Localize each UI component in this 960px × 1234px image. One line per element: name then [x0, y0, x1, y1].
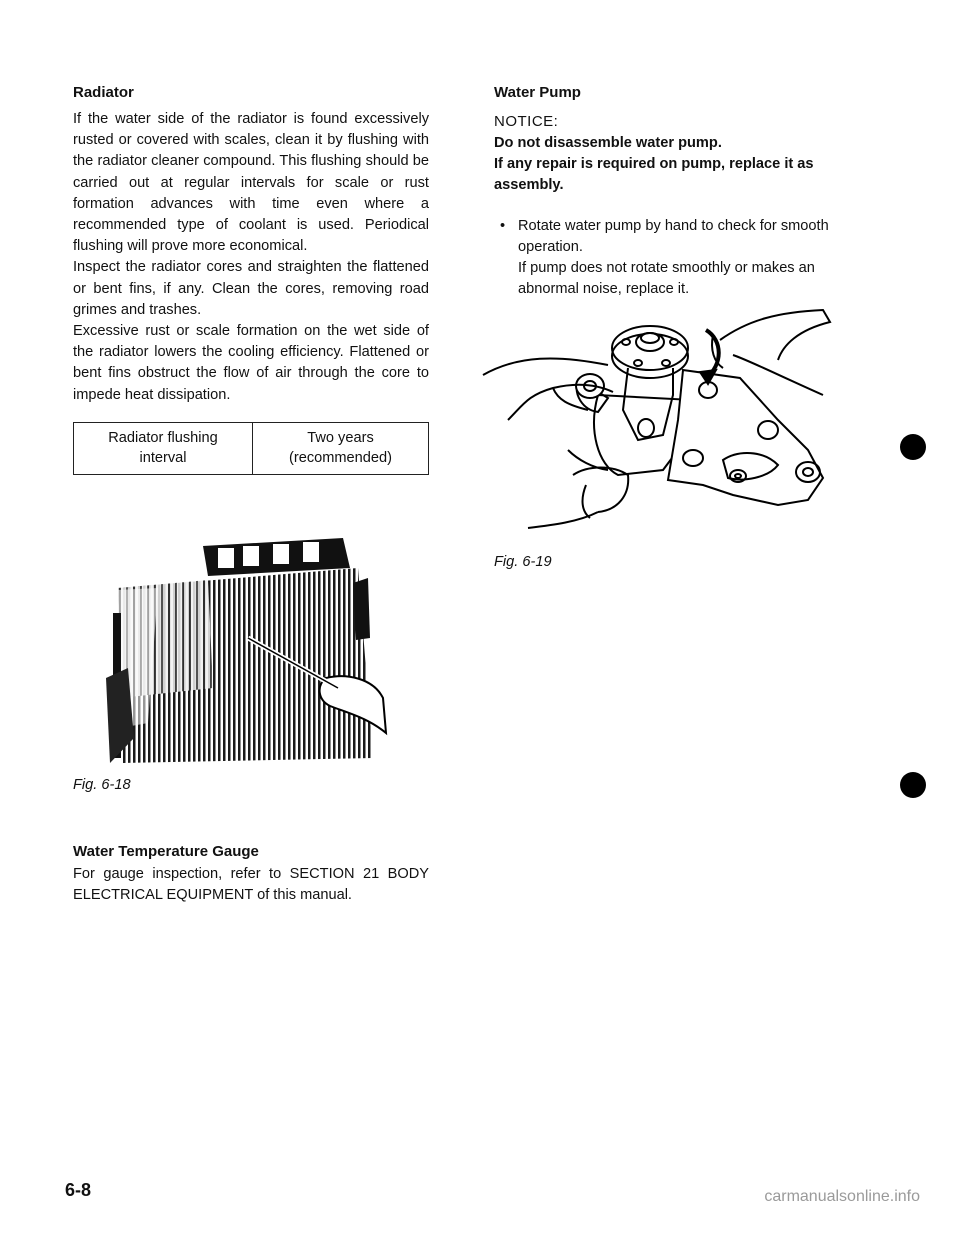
water-pump-heading: Water Pump	[494, 84, 581, 101]
radiator-photo-image	[98, 528, 388, 768]
radiator-paragraph-2: Inspect the radiator cores and straighten the flattened or bent fins, if any. Clean the cores, removing road grimes and trashes.	[73, 259, 429, 318]
flushing-interval-table	[73, 422, 429, 475]
table-value-line2: (recommended)	[288, 449, 392, 466]
water-pump-figure	[478, 300, 853, 540]
page-number: 6-8	[65, 1180, 92, 1200]
gauge-text: For gauge inspection, refer to SECTION 21 BODY ELECTRICAL EQUIPMENT of this manual.	[73, 866, 429, 904]
bullet-line-2: If pump does not rotate smoothly or makes an abnormal noise, replace it.	[518, 260, 815, 297]
fig-6-18-caption: Fig. 6-18	[73, 777, 131, 793]
binder-hole-mark	[900, 434, 926, 460]
water-pump-drawing	[478, 300, 853, 540]
table-row	[74, 422, 429, 474]
gauge-heading: Water Temperature Gauge	[73, 843, 259, 860]
radiator-heading: Radiator	[73, 84, 134, 101]
left-column	[73, 84, 429, 475]
radiator-figure	[98, 528, 388, 768]
binder-hole-mark	[900, 772, 926, 798]
footer-watermark[interactable]: carmanualsonline.info	[764, 1188, 920, 1205]
fig-6-19-caption: Fig. 6-19	[494, 554, 552, 570]
radiator-paragraph-3: Excessive rust or scale formation on the wet side of the radiator lowers the cooling efficiency. Flattened or bent fins obstruct the flow of air through the core to impede heat dissipation.	[73, 323, 429, 403]
notice-line-1: Do not disassemble water pump.	[494, 135, 722, 151]
bullet-icon: •	[500, 218, 506, 234]
table-label-line1: Radiator flushing	[108, 429, 218, 446]
gauge-section	[73, 843, 429, 906]
table-label-cell	[74, 422, 253, 474]
bullet-line-1: Rotate water pump by hand to check for smooth operation.	[518, 218, 829, 255]
right-column	[494, 84, 848, 300]
notice-label: NOTICE:	[494, 113, 559, 130]
radiator-paragraph-1: If the water side of the radiator is found excessively rusted or covered with scales, clean it by flushing with the radiator cleaner compound. This flushing should be carried out at regular intervals for scale or rust formation advances with time even where a recommended type of coolant is used. Periodical flushing will prove more economical.	[73, 111, 429, 255]
rotate-check-item	[494, 216, 848, 300]
table-value-cell	[253, 422, 429, 474]
table-label-line2: interval	[139, 449, 187, 466]
table-value-line1: Two years	[307, 429, 374, 446]
notice-line-2: If any repair is required on pump, replace it as assembly.	[494, 156, 814, 193]
